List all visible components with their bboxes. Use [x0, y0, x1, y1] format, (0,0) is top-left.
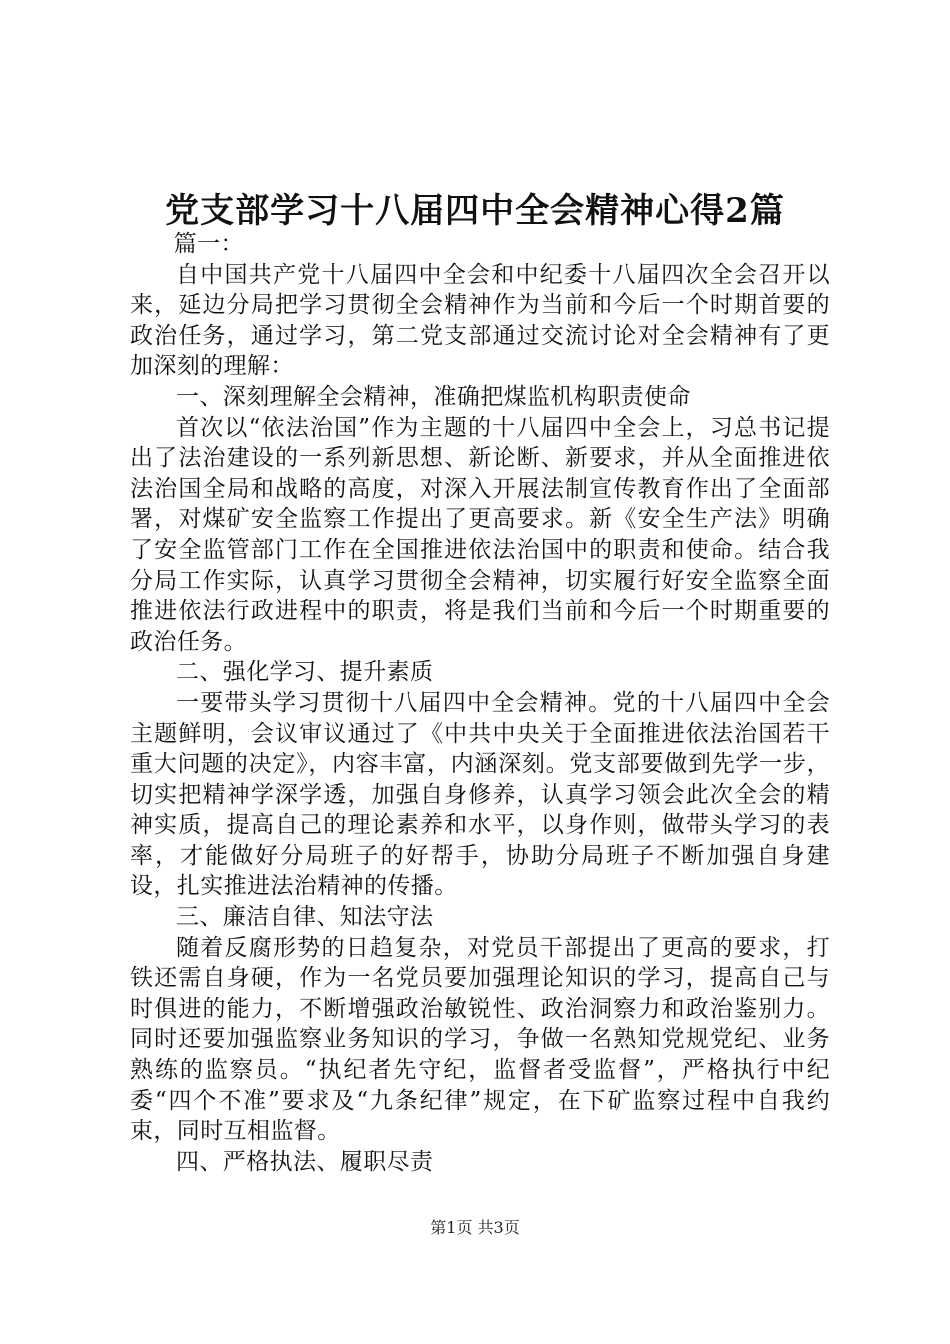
paragraph-three: 随着反腐形势的日趋复杂，对党员干部提出了更高的要求，打铁还需自身硬，作为一名党员要加强理论知识的学习，提高自己与时俱进的能力，不断增强政治敏锐性、政治洞察力和政治鉴别力。同时还要加强监察业务知识的学习，争做一名熟知党规党纪、业务熟练的监察员。“执纪者先守纪，监督者受监督”，严格执行中纪委“四个不准”要求及“九条纪律”规定，在下矿监察过程中自我约束，同时互相监督。: [130, 934, 830, 1145]
intro-paragraph: 自中国共产党十八届四中全会和中纪委十八届四次全会召开以来，延边分局把学习贯彻全会精神作为当前和今后一个时期首要的政治任务，通过学习，第二党支部通过交流讨论对全会精神有了更加深刻的理解：: [130, 261, 830, 380]
document-body: [130, 229, 830, 1177]
heading-two: 二、强化学习、提升素质: [176, 659, 434, 686]
document-title: 党支部学习十八届四中全会精神心得2篇: [165, 191, 785, 231]
paragraph-one: 首次以“依法治国”作为主题的十八届四中全会上，习总书记提出了法治建设的一系列新思想、新论断、新要求，并从全面推进依法治国全局和战略的高度，对深入开展法制宣传教育作出了全面部署，对煤矿安全监察工作提出了更高要求。新《安全生产法》明确了安全监管部门工作在全国推进依法治国中的职责和使命。结合我分局工作实际，认真学习贯彻全会精神，切实履行好安全监察全面推进依法行政进程中的职责，将是我们当前和今后一个时期重要的政治任务。: [130, 414, 830, 655]
paragraph-two: 一要带头学习贯彻十八届四中全会精神。党的十八届四中全会主题鲜明，会议审议通过了《中共中央关于全面推进依法治国若干重大问题的决定》，内容丰富，内涵深刻。党支部要做到先学一步，切实把精神学深学透，加强自身修养，认真学习领会此次全会的精神实质，提高自己的理论素养和水平，以身作则，做带头学习的表率，才能做好分局班子的好帮手，协助分局班子不断加强自身建设，扎实推进法治精神的传播。: [130, 689, 830, 900]
heading-one: 一、深刻理解全会精神，准确把煤监机构职责使命: [176, 383, 691, 410]
heading-four: 四、严格执法、履职尽责: [176, 1148, 434, 1175]
heading-three: 三、廉洁自律、知法守法: [176, 904, 434, 931]
section-label: 篇一：: [173, 231, 244, 257]
page-footer: 第1页 共3页: [430, 1218, 520, 1237]
